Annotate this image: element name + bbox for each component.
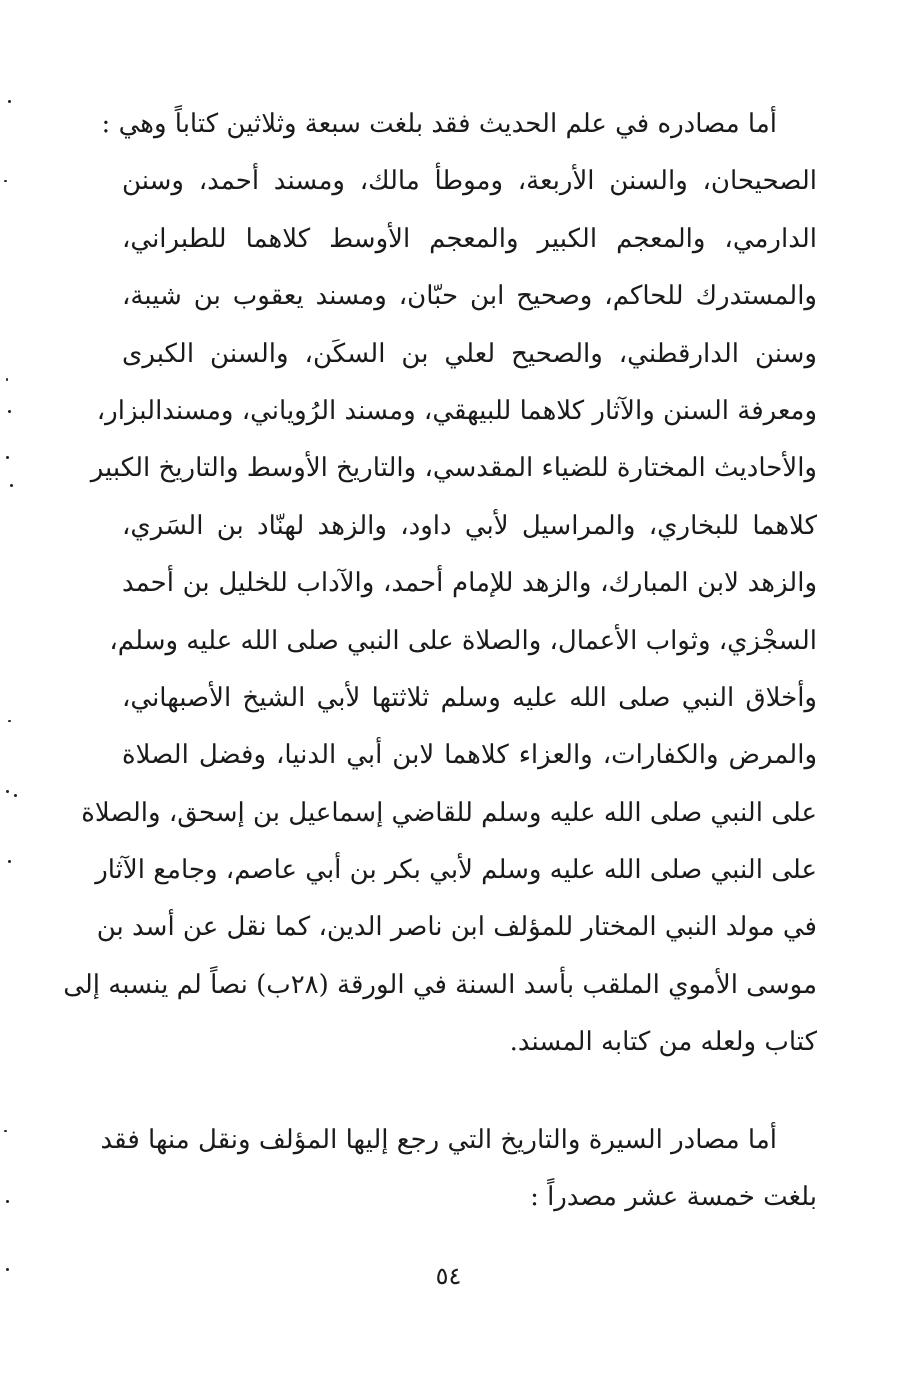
scan-speck — [4, 1130, 7, 1132]
scan-speck — [8, 410, 11, 413]
scan-speck — [6, 456, 9, 459]
text-line: كتاب ولعله من كتابه المسند. — [509, 1027, 817, 1058]
text-line: أما مصادر السيرة والتاريخ التي رجع إليها المؤلف ونقل منها فقد — [100, 1125, 777, 1155]
text-line: على النبي صلى الله عليه وسلم لأبي بكر بن أبي عاصم، وجامع الآثار — [95, 855, 817, 886]
scan-speck — [6, 378, 8, 381]
text-line: والمستدرك للحاكم، وصحيح ابن حبّان، ومسند يعقوب بن شيبة، — [122, 281, 817, 312]
text-line: الدارمي، والمعجم الكبير والمعجم الأوسط كلاهما للطبراني، — [122, 223, 817, 254]
text-line: على النبي صلى الله عليه وسلم للقاضي إسماعيل بن إسحق، والصلاة — [81, 797, 817, 828]
text-line: والمرض والكفارات، والعزاء كلاهما لابن أبي الدنيا، وفضل الصلاة — [122, 740, 817, 771]
text-line: الصحيحان، والسنن الأربعة، وموطأ مالك، ومسند أحمد، وسنن — [122, 166, 817, 197]
paragraph-sira-sources — [100, 1112, 817, 1227]
scan-speck — [10, 484, 13, 487]
scan-speck — [14, 794, 17, 797]
scan-speck — [6, 790, 9, 793]
text-line: والأحاديث المختارة للضياء المقدسي، والتاريخ الأوسط والتاريخ الكبير — [90, 453, 817, 484]
text-line: ومعرفة السنن والآثار كلاهما للبيهقي، ومسند الرُوياني، ومسندالبزار، — [96, 395, 817, 426]
text-line: موسى الأموي الملقب بأسد السنة في الورقة (٢٨ب) نصاً لم ينسبه إلى — [63, 969, 817, 1000]
text-line: أما مصادره في علم الحديث فقد بلغت سبعة وثلاثين كتاباً وهي : — [101, 109, 777, 139]
scan-speck — [6, 1268, 9, 1271]
text-line: كلاهما للبخاري، والمراسيل لأبي داود، والزهد لهنّاد بن السَري، — [122, 510, 817, 541]
text-line: وأخلاق النبي صلى الله عليه وسلم ثلاثتها لأبي الشيخ الأصبهاني، — [122, 682, 817, 713]
text-line: في مولد النبي المختار للمؤلف ابن ناصر الدين، كما نقل عن أسد بن — [96, 912, 817, 943]
scan-speck — [8, 720, 11, 722]
text-line: السجْزي، وثواب الأعمال، والصلاة على النبي صلى الله عليه وسلم، — [109, 625, 817, 656]
text-line: بلغت خمسة عشر مصدراً : — [530, 1182, 817, 1213]
text-line: والزهد لابن المبارك، والزهد للإمام أحمد، والآداب للخليل بن أحمد — [122, 568, 817, 599]
scan-speck — [8, 100, 11, 103]
scan-speck — [4, 180, 7, 182]
text-line: وسنن الدارقطني، والصحيح لعلي بن السكَن، والسنن الكبرى — [122, 338, 817, 369]
page-number: ٥٤ — [435, 1262, 462, 1290]
paragraph-hadith-sources — [63, 96, 817, 1072]
scan-speck — [6, 1200, 9, 1203]
scan-speck — [8, 860, 11, 863]
